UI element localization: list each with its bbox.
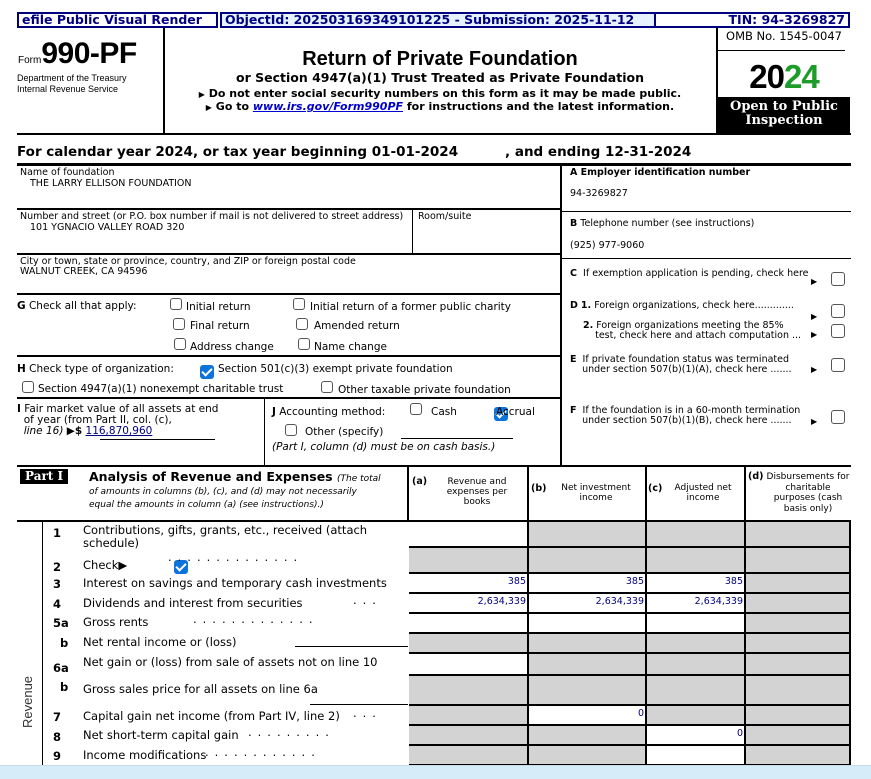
d2-label: 2. Foreign organizations meeting the 85% test, check here and attach computation ... bbox=[583, 320, 802, 341]
department: Department of the Treasury Internal Revenue Service bbox=[17, 73, 127, 94]
g-label: G Check all that apply: bbox=[17, 300, 137, 312]
arrow-right-icon: ▶ bbox=[811, 365, 818, 374]
initial-former-checkbox[interactable] bbox=[293, 298, 305, 310]
form-instructions: ▶ Do not enter social security numbers on this form as it may be made public. ▶ Go to www.irs.gov/Form990PF for instructions and the latest information. bbox=[198, 87, 682, 113]
foreign-org-checkbox[interactable] bbox=[831, 304, 845, 318]
room-label: Room/suite bbox=[418, 211, 472, 222]
cash-checkbox[interactable] bbox=[410, 403, 422, 415]
row-5b-label: Net rental income or (loss) bbox=[83, 635, 237, 649]
row-5b-num: b bbox=[60, 636, 69, 650]
row-9-label: Income modifications bbox=[83, 748, 207, 762]
other-method-label: Other (specify) bbox=[305, 426, 384, 438]
phone-value: (925) 977-9060 bbox=[570, 240, 645, 251]
city-value: WALNUT CREEK, CA 94596 bbox=[20, 266, 148, 277]
row-7-col-d-cell bbox=[746, 706, 851, 726]
4947-checkbox[interactable] bbox=[22, 381, 34, 393]
row-2-col-d-cell bbox=[746, 548, 851, 574]
arrow-right-icon: ▶ bbox=[205, 103, 212, 112]
col-a-header: Revenue and expenses per books bbox=[446, 477, 508, 507]
part1-badge: Part I bbox=[20, 469, 68, 484]
row-5a-col-c-cell[interactable] bbox=[647, 614, 746, 634]
exemption-pending-checkbox[interactable] bbox=[831, 272, 845, 286]
row-9-num: 9 bbox=[53, 749, 62, 763]
row-6a-col-a-cell[interactable] bbox=[409, 654, 529, 676]
col-c-key: (c) bbox=[648, 483, 663, 494]
row-3-col-d-cell bbox=[746, 574, 851, 594]
ein-value: 94-3269827 bbox=[570, 188, 628, 199]
row-3-col-b-cell[interactable]: 385 bbox=[529, 574, 647, 594]
row-7-col-a-cell bbox=[409, 706, 529, 726]
tin-label: TIN: 94-3269827 bbox=[656, 12, 850, 28]
row-2-num: 2 bbox=[53, 560, 62, 574]
initial-former-label: Initial return of a former public charity bbox=[310, 301, 512, 313]
row-8-label: Net short-term capital gain bbox=[83, 728, 239, 742]
arrow-right-icon: ▶ bbox=[811, 277, 818, 286]
row-6a-col-c-cell bbox=[647, 654, 746, 676]
revenue-side-label: Revenue bbox=[20, 675, 35, 728]
row-9-col-d-cell bbox=[746, 746, 851, 766]
tax-year-ending: , and ending 12-31-2024 bbox=[505, 144, 692, 160]
address-change-label: Address change bbox=[190, 341, 274, 353]
object-submission: ObjectId: 202503169349101225 - Submission: 2025-11-12 bbox=[220, 12, 656, 28]
arrow-right-icon: ▶ bbox=[811, 417, 818, 426]
ein-label: A Employer identification number bbox=[570, 167, 751, 178]
row-5a-col-b-cell[interactable] bbox=[529, 614, 647, 634]
row-b-col-a-cell bbox=[409, 634, 529, 654]
fmv-value: 116,870,960 bbox=[85, 425, 153, 437]
f-label: F If the foundation is in a 60-month termination under section 507(b)(1)(B), check here ....... bbox=[570, 405, 801, 426]
initial-return-checkbox[interactable] bbox=[170, 298, 182, 310]
row-6a-col-d-cell bbox=[746, 654, 851, 676]
row-9-col-a-cell bbox=[409, 746, 529, 766]
row-2-col-b-cell bbox=[529, 548, 647, 574]
row-7-col-b-cell[interactable]: 0 bbox=[529, 706, 647, 726]
form-subtitle: or Section 4947(a)(1) Trust Treated as Private Foundation bbox=[236, 70, 644, 85]
cash-basis-note: (Part I, column (d) must be on cash basis.) bbox=[272, 441, 496, 453]
row-8-col-c-cell[interactable]: 0 bbox=[647, 726, 746, 746]
os-taskbar bbox=[0, 765, 871, 779]
row-b-col-c-cell bbox=[647, 676, 746, 706]
initial-return-label: Initial return bbox=[186, 301, 251, 313]
d1-label: D 1. Foreign organizations, check here............. bbox=[570, 300, 794, 311]
arrow-right-icon: ▶ bbox=[811, 330, 818, 339]
street-label: Number and street (or P.O. box number if mail is not delivered to street address) bbox=[20, 211, 404, 222]
col-d-key: (d) bbox=[748, 471, 764, 482]
tax-year-badge: 2024 bbox=[749, 58, 819, 95]
row-2-col-a-cell bbox=[409, 548, 529, 574]
accrual-label: Accrual bbox=[496, 406, 535, 418]
street-value: 101 YGNACIO VALLEY ROAD 320 bbox=[30, 222, 185, 233]
row-4-col-b-cell[interactable]: 2,634,339 bbox=[529, 594, 647, 614]
row-6b-label: Gross sales price for all assets on line 6a bbox=[83, 682, 318, 696]
row-b-col-a-cell bbox=[409, 676, 529, 706]
col-a-key: (a) bbox=[412, 476, 428, 487]
amended-return-label: Amended return bbox=[314, 320, 400, 332]
final-return-label: Final return bbox=[190, 320, 250, 332]
open-to-public-badge: Open to Public Inspection bbox=[718, 97, 850, 133]
row-1-col-d-cell bbox=[746, 522, 851, 548]
omb-number: OMB No. 1545-0047 bbox=[726, 29, 842, 43]
row-9-col-b-cell bbox=[529, 746, 647, 766]
col-c-header: Adjusted net income bbox=[674, 483, 732, 503]
row-5a-col-a-cell[interactable] bbox=[409, 614, 529, 634]
cash-label: Cash bbox=[431, 406, 457, 418]
row-1-label: Contributions, gifts, grants, etc., received (attach schedule) bbox=[83, 523, 368, 550]
row-b-col-d-cell bbox=[746, 634, 851, 654]
row-3-num: 3 bbox=[53, 577, 62, 591]
arrow-right-icon: ▶ bbox=[811, 312, 818, 321]
status-terminated-checkbox[interactable] bbox=[831, 358, 845, 372]
j-label: J Accounting method: bbox=[272, 406, 386, 418]
address-change-checkbox[interactable] bbox=[174, 338, 186, 350]
irs-link[interactable]: www.irs.gov/Form990PF bbox=[252, 100, 404, 113]
other-taxable-checkbox[interactable] bbox=[321, 381, 333, 393]
row-4-col-c-cell[interactable]: 2,634,339 bbox=[647, 594, 746, 614]
60-month-checkbox[interactable] bbox=[831, 410, 845, 424]
row-5a-col-d-cell bbox=[746, 614, 851, 634]
row-1-col-b-cell bbox=[529, 522, 647, 548]
row-6a-label: Net gain or (loss) from sale of assets not on line 10 bbox=[83, 655, 378, 669]
row-1-col-c-cell bbox=[647, 522, 746, 548]
row-1-col-a-cell[interactable] bbox=[409, 522, 529, 548]
form-number: Form990-PF bbox=[18, 37, 137, 70]
row-7-col-c-cell bbox=[647, 706, 746, 726]
501c3-label: Section 501(c)(3) exempt private foundation bbox=[218, 363, 453, 375]
row-6b-num: b bbox=[60, 680, 69, 694]
col-d-header: Disbursements for charitable purposes (cash basis only) bbox=[766, 472, 850, 514]
i-label: I Fair market value of all assets at end of year (from Part II, col. (c), line 16) ▶$ 116,870,960 bbox=[17, 403, 219, 437]
other-method-checkbox[interactable] bbox=[285, 424, 297, 436]
h-label: H Check type of organization: bbox=[17, 363, 174, 375]
row-4-col-a-cell[interactable]: 2,634,339 bbox=[409, 594, 529, 614]
row-4-col-d-cell bbox=[746, 594, 851, 614]
row-4-label: Dividends and interest from securities bbox=[83, 596, 303, 610]
e-label: E If private foundation status was terminated under section 507(b)(1)(A), check here ....... bbox=[570, 354, 792, 375]
row-6a-col-b-cell bbox=[529, 654, 647, 676]
col-b-header: Net investment income bbox=[561, 483, 631, 503]
row-5a-num: 5a bbox=[53, 616, 69, 630]
row-b-col-b-cell bbox=[529, 634, 647, 654]
row-2-col-c-cell bbox=[647, 548, 746, 574]
501c3-checkbox[interactable] bbox=[200, 365, 214, 379]
row-8-col-d-cell bbox=[746, 726, 851, 746]
foreign-85-checkbox[interactable] bbox=[831, 324, 845, 338]
row-3-col-a-cell[interactable]: 385 bbox=[409, 574, 529, 594]
final-return-checkbox[interactable] bbox=[173, 318, 185, 330]
part1-title: Analysis of Revenue and Expenses (The total bbox=[89, 469, 381, 484]
amended-return-checkbox[interactable] bbox=[296, 318, 308, 330]
row-4-num: 4 bbox=[53, 597, 62, 611]
row-9-col-c-cell[interactable] bbox=[647, 746, 746, 766]
row-2-label: Check▶ bbox=[83, 558, 128, 572]
foundation-name: THE LARRY ELLISON FOUNDATION bbox=[30, 178, 192, 189]
arrow-right-icon: ▶ bbox=[118, 558, 128, 572]
row-7-label: Capital gain net income (from Part IV, line 2) bbox=[83, 709, 340, 723]
row-3-label: Interest on savings and temporary cash investments bbox=[83, 576, 387, 590]
city-label: City or town, state or province, country, and ZIP or foreign postal code bbox=[20, 256, 356, 267]
row-5a-label: Gross rents bbox=[83, 615, 149, 629]
phone-label: B Telephone number (see instructions) bbox=[570, 218, 755, 229]
render-label: efile Public Visual Render bbox=[17, 12, 218, 28]
row-1-num: 1 bbox=[53, 526, 62, 540]
part1-note: of amounts in columns (b), (c), and (d) may not necessarily equal the amounts in column (a) (see instructions).) bbox=[89, 487, 357, 510]
other-taxable-label: Other taxable private foundation bbox=[338, 384, 511, 396]
form-990pf-page: efile Public Visual Render ObjectId: 202503169349101225 - Submission: 2025-11-12 TIN: 94-3269827 Form990-PF Department of the Treasury Internal Revenue Service Return of Private Foundation or Section 4947(a)(1) Trust Treated as Private Foundation ▶ Do not enter social security numbers on this form as it may be made public. ▶ Go to www.irs.gov/Form990PF for instructions and the latest information. OMB No. 1545-0047 2024 Open to Public Inspection For calendar year 2024, or tax year beginning 01-01-2024 , and ending 12-31-2024 Name of foundation THE LARRY ELLISON FOUNDATION Number and street (or P.O. box number if mail is not delivered to street address) 101 YGNACIO VALLEY ROAD 320 Room/suite City or town, state or province, country, and ZIP or foreign postal code WALNUT CREEK, CA 94596 A Employer identification number 94-3269827 B Telephone number (see instructions) (925) 977-9060 C If exemption application is pending, check here ▶ G Check all that apply: Initial return Initial return of a former public charity Final return Amended return Address change Name change H Check type of organization: Section 501(c)(3) exempt private foundation Section 4947(a)(1) nonexempt charitable trust Other taxable private foundation I Fair market value of all assets at end of year (from Part II, col. (c), line 16) ▶$ 116,870,960 J Accounting method: Cash Accrual Other (specify) (Part I, column (d) must be on cash basis.) D 1. Foreign organizations, check here............. ▶ 2. Foreign organizations meeting the 85% test, check here and attach computation ... ▶ E If private foundation status was terminated under section 507(b)(1)(A), check here ....... ▶ F If the foundation is in a 60-month termination under section 507(b)(1)(B), check here ....... ▶ Part I Analysis of Revenue and Expenses (The total of amounts in columns (b), (c), and (d) may not necessarily equal the amounts in column (a) (see instructions).) (a) Revenue and expenses per books (b) Net investment income (c) Adjusted net income (d) Disbursements for charitable purposes (cash basis only) Revenue 1 Contributions, gifts, grants, etc., received (attach schedule) 2 Check▶ .............. 3 Interest on savings and temporary cash investments 4 Dividends and interest from securities ... 5a Gross rents ............. b Net rental income or (loss) 6a Net gain or (loss) from sale of assets not on line 10 b Gross sales price for all assets on line 6a 7 Capital gain net income (from Part IV, line 2) ... 8 Net short-term capital gain ......... 9 Income modifications ............ 385 385 385 2,634,339 2,634,339 2,634,339 0 0 bbox=[0, 0, 871, 779]
form-title: Return of Private Foundation bbox=[302, 48, 578, 70]
row-8-col-b-cell bbox=[529, 726, 647, 746]
tax-year-beginning: For calendar year 2024, or tax year beginning 01-01-2024 bbox=[17, 144, 459, 160]
col-b-key: (b) bbox=[531, 483, 547, 494]
row-8-num: 8 bbox=[53, 730, 62, 744]
name-change-checkbox[interactable] bbox=[298, 338, 310, 350]
row-3-col-c-cell[interactable]: 385 bbox=[647, 574, 746, 594]
name-label: Name of foundation bbox=[20, 167, 115, 178]
row-b-col-d-cell bbox=[746, 676, 851, 706]
4947-label: Section 4947(a)(1) nonexempt charitable trust bbox=[38, 383, 284, 395]
row-b-col-b-cell bbox=[529, 676, 647, 706]
row-6a-num: 6a bbox=[53, 661, 69, 675]
row-8-col-a-cell bbox=[409, 726, 529, 746]
row-b-col-c-cell bbox=[647, 634, 746, 654]
name-change-label: Name change bbox=[314, 341, 387, 353]
row-7-num: 7 bbox=[53, 710, 62, 724]
arrow-right-icon: ▶ bbox=[198, 90, 205, 99]
exemption-pending-label: C If exemption application is pending, check here bbox=[570, 268, 809, 279]
